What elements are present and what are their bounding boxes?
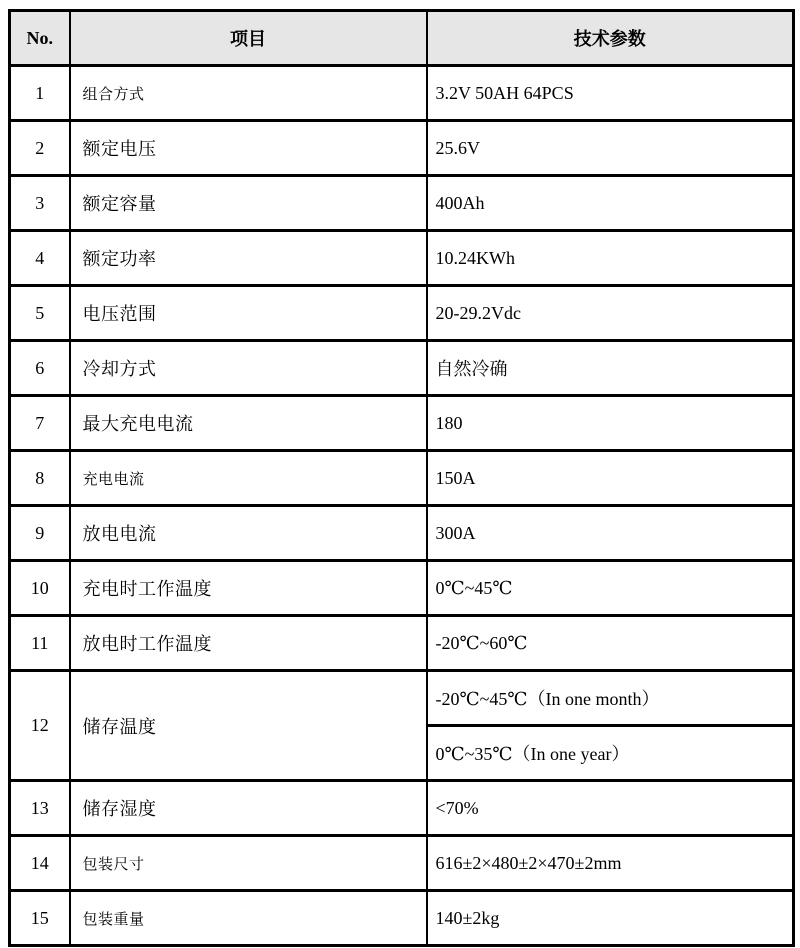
param-value: 10.24KWh <box>427 231 794 286</box>
row-number: 12 <box>10 671 70 781</box>
table-row <box>10 616 794 671</box>
table-row <box>10 121 794 176</box>
param-value: <70% <box>427 781 794 836</box>
param-value: 自然冷确 <box>427 341 794 396</box>
item-label: 电压范围 <box>70 286 427 341</box>
param-value: 150A <box>427 451 794 506</box>
item-label: 储存湿度 <box>70 781 427 836</box>
param-value: -20℃~60℃ <box>427 616 794 671</box>
header-cell-no: No. <box>10 11 70 66</box>
header-cell-param: 技术参数 <box>427 11 794 66</box>
param-value: 0℃~45℃ <box>427 561 794 616</box>
table-row <box>10 341 794 396</box>
row-number: 13 <box>10 781 70 836</box>
item-label: 冷却方式 <box>70 341 427 396</box>
item-label: 额定容量 <box>70 176 427 231</box>
table-row <box>10 781 794 836</box>
item-label: 充电时工作温度 <box>70 561 427 616</box>
spec-table <box>8 9 795 947</box>
row-number: 10 <box>10 561 70 616</box>
table-row <box>10 231 794 286</box>
item-label: 额定功率 <box>70 231 427 286</box>
row-number: 6 <box>10 341 70 396</box>
row-number: 4 <box>10 231 70 286</box>
item-label: 额定电压 <box>70 121 427 176</box>
item-label: 储存温度 <box>70 671 427 781</box>
param-value: 616±2×480±2×470±2mm <box>427 836 794 891</box>
param-value: -20℃~45℃（In one month） <box>427 671 794 726</box>
param-value: 0℃~35℃（In one year） <box>427 726 794 781</box>
table-row <box>10 396 794 451</box>
item-label: 放电电流 <box>70 506 427 561</box>
param-value: 3.2V 50AH 64PCS <box>427 66 794 121</box>
table-row <box>10 66 794 121</box>
row-number: 11 <box>10 616 70 671</box>
table-row <box>10 836 794 891</box>
row-number: 5 <box>10 286 70 341</box>
param-value: 400Ah <box>427 176 794 231</box>
param-value: 180 <box>427 396 794 451</box>
row-number: 3 <box>10 176 70 231</box>
table-row <box>10 561 794 616</box>
row-number: 1 <box>10 66 70 121</box>
table-row <box>10 891 794 946</box>
param-value: 140±2kg <box>427 891 794 946</box>
table-row <box>10 176 794 231</box>
item-label: 包装重量 <box>70 891 427 946</box>
row-number: 7 <box>10 396 70 451</box>
table-row <box>10 671 794 726</box>
param-value: 20-29.2Vdc <box>427 286 794 341</box>
table-row <box>10 506 794 561</box>
item-label: 放电时工作温度 <box>70 616 427 671</box>
param-value: 300A <box>427 506 794 561</box>
row-number: 2 <box>10 121 70 176</box>
item-label: 最大充电电流 <box>70 396 427 451</box>
item-label: 充电电流 <box>70 451 427 506</box>
header-row <box>10 11 794 66</box>
table-header <box>10 11 794 66</box>
header-cell-item: 项目 <box>70 11 427 66</box>
row-number: 8 <box>10 451 70 506</box>
table-row <box>10 286 794 341</box>
item-label: 组合方式 <box>70 66 427 121</box>
row-number: 14 <box>10 836 70 891</box>
row-number: 15 <box>10 891 70 946</box>
row-number: 9 <box>10 506 70 561</box>
param-value: 25.6V <box>427 121 794 176</box>
item-label: 包装尺寸 <box>70 836 427 891</box>
table-body <box>10 66 794 946</box>
table-row <box>10 451 794 506</box>
